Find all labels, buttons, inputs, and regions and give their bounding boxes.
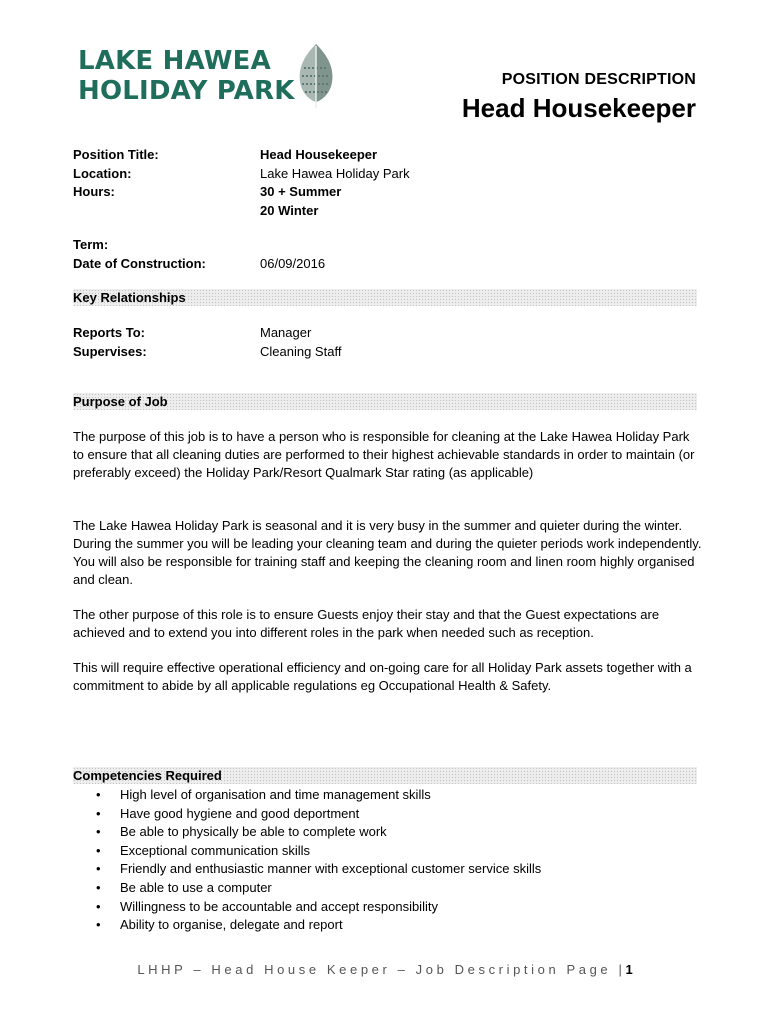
position-title-row [73, 146, 410, 165]
location-label: Location: [73, 165, 132, 181]
leaf-icon [296, 42, 336, 108]
purpose-heading-text: Purpose of Job [73, 394, 168, 409]
list-item: • Have good hygiene and good deportment [96, 805, 541, 824]
position-title-label: Position Title: [73, 147, 159, 162]
term-label: Term: [73, 237, 109, 252]
location-row [73, 165, 410, 184]
list-item: • Friendly and enthusiastic manner with exceptional customer service skills [96, 860, 541, 879]
supervises-row [73, 343, 341, 362]
document-type: POSITION DESCRIPTION [501, 71, 696, 88]
list-item: • Exceptional communication skills [96, 842, 541, 861]
competencies-heading-text: Competencies Required [73, 768, 222, 783]
logo-text-line2: HOLIDAY PARK [78, 76, 295, 106]
hours-winter-row [73, 202, 410, 221]
reports-to-label: Reports To: [73, 325, 145, 340]
date-label: Date of Construction: [73, 255, 206, 271]
footer-text: LHHP – Head House Keeper – Job Description Page | [137, 962, 626, 977]
position-details [73, 146, 410, 220]
position-title-value: Head Housekeeper [260, 147, 378, 162]
term-row [73, 236, 325, 255]
page-footer [0, 962, 770, 977]
hours-row [73, 183, 410, 202]
purpose-heading [73, 393, 697, 410]
list-item: • Ability to organise, delegate and report [96, 916, 541, 935]
list-item: • Be able to physically be able to complete work [96, 823, 541, 842]
date-value: 06/09/2016 [260, 255, 326, 271]
document-title: Head Housekeeper [461, 93, 696, 123]
hours-summer-value: 30 + Summer [260, 184, 342, 199]
reports-to-value: Manager [260, 325, 312, 340]
hours-label: Hours: [73, 184, 115, 199]
location-value: Lake Hawea Holiday Park [260, 165, 410, 181]
supervises-label: Supervises: [73, 343, 147, 359]
page-number: 1 [625, 962, 633, 977]
reports-to-row [73, 324, 341, 343]
purpose-paragraph: The purpose of this job is to have a person who is responsible for cleaning at the Lake Hawea Holiday Park to ensure that all cleaning duties are performed to their highest achievable standards in order to maintain (or preferably exceed) the Holiday Park/Resort Qualmark Star rating (as applicable) [73, 429, 695, 480]
supervises-value: Cleaning Staff [260, 343, 342, 359]
date-row [73, 255, 325, 274]
key-relationships [73, 324, 341, 361]
competencies-list [96, 786, 541, 935]
list-item: • Willingness to be accountable and accept responsibility [96, 898, 541, 917]
list-item: • High level of organisation and time management skills [96, 786, 541, 805]
term-details [73, 236, 325, 273]
competencies-heading [73, 767, 697, 784]
key-relationships-heading-text: Key Relationships [73, 290, 186, 305]
list-item: • Be able to use a computer [96, 879, 541, 898]
purpose-paragraph: This will require effective operational efficiency and on-going care for all Holiday Park assets together with a commitment to abide by all applicable regulations eg Occupational Health & Safety. [73, 660, 692, 693]
purpose-paragraph: The other purpose of this role is to ensure Guests enjoy their stay and that the Guest expectations are achieved and to extend you into different roles in the park when needed such as reception. [73, 607, 660, 640]
park-logo [78, 46, 348, 118]
key-relationships-heading [73, 289, 697, 306]
logo-text-line1: LAKE HAWEA [78, 46, 271, 76]
hours-winter-value: 20 Winter [260, 202, 319, 218]
purpose-paragraph: The Lake Hawea Holiday Park is seasonal and it is very busy in the summer and quieter during the winter. During the summer you will be leading your cleaning team and during the quieter periods work independently. You will also be responsible for training staff and keeping the cleaning room and linen room highly organised and clean. [73, 518, 702, 587]
